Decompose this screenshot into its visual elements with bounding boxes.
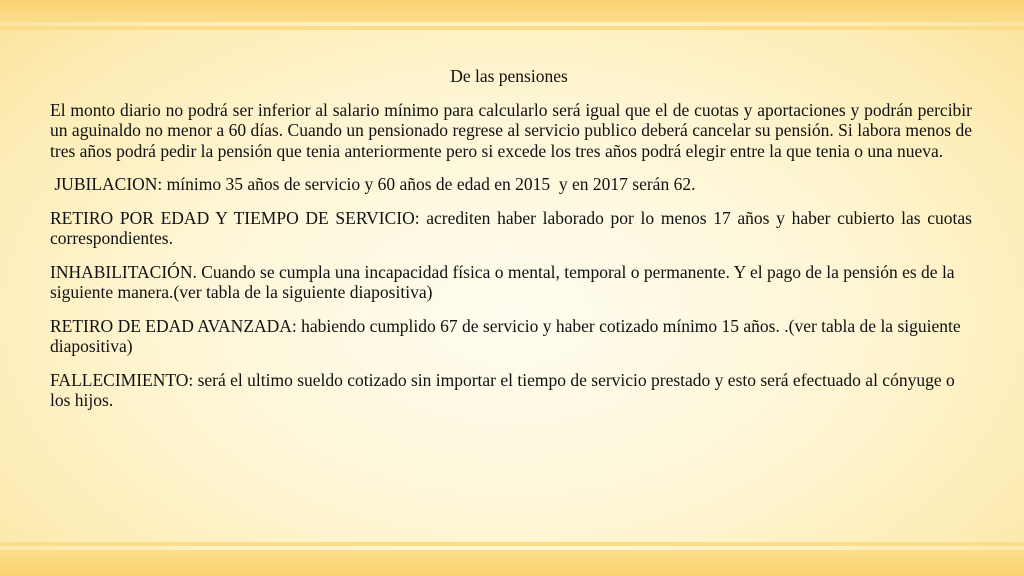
paragraph-retiro-edad-tiempo: RETIRO POR EDAD Y TIEMPO DE SERVICIO: acrediten haber laborado por lo menos 17 años y haber cubierto las cuotas correspondientes. bbox=[50, 207, 972, 248]
top-decorative-line bbox=[0, 26, 1024, 30]
paragraph-retiro-edad-avanzada: RETIRO DE EDAD AVANZADA: habiendo cumplido 67 de servicio y haber cotizado mínimo 15 años. .(ver tabla de la siguiente diapositiva) bbox=[50, 315, 961, 356]
paragraph-inhabilitacion: INHABILITACIÓN. Cuando se cumpla una incapacidad física o mental, temporal o permanente. Y el pago de la pensión es de la siguiente manera.(ver tabla de la siguiente diapositiva) bbox=[50, 261, 955, 302]
slide-title: De las pensiones bbox=[450, 66, 568, 86]
top-decorative-band bbox=[0, 0, 1024, 22]
paragraph-fallecimiento: FALLECIMIENTO: será el ultimo sueldo cotizado sin importar el tiempo de servicio prestado y esto será efectuado al cónyuge o los hijos. bbox=[50, 369, 955, 410]
bottom-decorative-line bbox=[0, 542, 1024, 546]
paragraph-monto-diario: El monto diario no podrá ser inferior al salario mínimo para calcularlo será igual que el de cuotas y aportaciones y podrán percibir un aguinaldo no menor a 60 días. Cuando un pensionado regrese al servicio publico deberá cancelar su pensión. Si labora menos de tres años podrá pedir la pensión que tenia anteriormente pero si excede los tres años podrá elegir entre la que tenia o una nueva. bbox=[50, 99, 972, 161]
slide-content bbox=[50, 66, 972, 424]
bottom-decorative-band bbox=[0, 550, 1024, 576]
paragraph-jubilacion: JUBILACION: mínimo 35 años de servicio y 60 años de edad en 2015 y en 2017 serán 62. bbox=[50, 174, 696, 194]
